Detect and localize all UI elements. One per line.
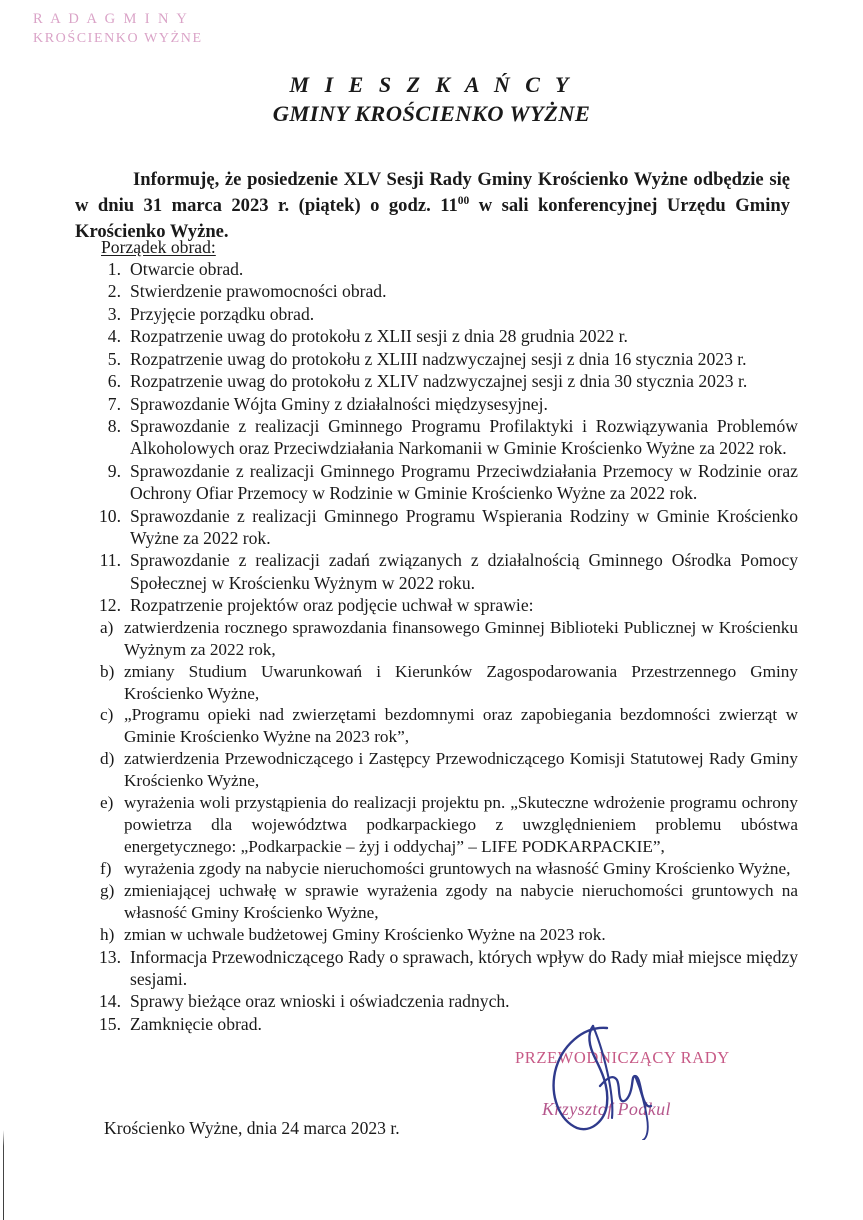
agenda-sub-item-text: wyrażenia zgody na nabycie nieruchomości gruntowych na własność Gminy Krościenko Wyżne, xyxy=(124,858,791,878)
agenda-item-text: Zamknięcie obrad. xyxy=(130,1013,262,1034)
agenda-sub-item-text: zmiany Studium Uwarunkowań i Kierunków Zagospodarowania Przestrzennego Gminy Krościenko Wyżne, xyxy=(124,661,798,703)
agenda-item xyxy=(98,415,798,460)
agenda-item xyxy=(98,258,798,280)
agenda-sub-item xyxy=(98,924,798,946)
agenda-item-number: 8. xyxy=(107,415,121,436)
agenda-item xyxy=(98,460,798,505)
agenda-item-number: 1. xyxy=(107,259,121,279)
agenda-item-number: 3. xyxy=(107,303,121,324)
agenda-item xyxy=(98,325,798,347)
agenda-item xyxy=(98,505,798,550)
agenda-item xyxy=(98,280,798,302)
agenda-item-number: 11. xyxy=(99,550,121,571)
agenda-item xyxy=(98,946,798,991)
agenda-item xyxy=(98,990,798,1012)
agenda-item-text: Sprawozdanie z realizacji Gminnego Programu Wspierania Rodziny w Gminie Krościenko Wyżne za 2022 rok. xyxy=(130,505,798,549)
agenda-sub-item xyxy=(98,661,798,705)
agenda-item-number: 6. xyxy=(107,371,121,392)
agenda-sub-item xyxy=(98,792,798,858)
agenda-item-text: Sprawozdanie Wójta Gminy z działalności międzysesyjnej. xyxy=(130,393,548,414)
agenda-item xyxy=(98,393,798,415)
intro-text-part1: Informuję, że posiedzenie XLV Sesji Rady Gminy Krościenko Wyżne odbędzie się w dniu 31 marca 2023 r. (piątek) o godz. 11 xyxy=(75,168,790,216)
agenda-item-number: 2. xyxy=(107,281,121,302)
agenda-sub-item-letter: h) xyxy=(100,924,115,944)
agenda-item-number: 15. xyxy=(99,1013,121,1034)
agenda-item-number: 10. xyxy=(99,505,121,526)
agenda-item-text: Rozpatrzenie uwag do protokołu z XLII sesji z dnia 28 grudnia 2022 r. xyxy=(130,326,628,347)
intro-paragraph xyxy=(75,167,790,246)
agenda-item xyxy=(98,370,798,392)
agenda-item-text: Stwierdzenie prawomocności obrad. xyxy=(130,281,387,302)
agenda-item-number: 13. xyxy=(99,946,121,967)
agenda-sub-item-letter: d) xyxy=(100,749,115,769)
agenda-sub-item-text: zmian w uchwale budżetowej Gminy Krościenko Wyżne na 2023 rok. xyxy=(124,924,606,944)
agenda-item-text: Sprawozdanie z realizacji zadań związanych z działalnością Gminnego Ośrodka Pomocy Społecznej w Krościenku Wyżnym w 2022 roku. xyxy=(130,550,798,593)
council-header-stamp xyxy=(33,10,203,47)
agenda-sub-item-text: wyrażenia woli przystąpienia do realizacji projektu pn. „Skuteczne wdrożenie programu ochrony powietrza dla województwa podkarpackiego z uwzględnieniem problemu ubóstwa energetycznego: „Podkarpackie – żyj i oddychaj” – LIFE PODKARPACKIE”, xyxy=(124,793,798,856)
handwritten-signature-icon xyxy=(495,1020,825,1140)
intro-text-part2: w sali konferencyjnej Urzędu Gminy Krościenko Wyżne. xyxy=(75,194,790,243)
agenda-sub-item-letter: e) xyxy=(100,793,114,813)
agenda-item-text: Rozpatrzenie uwag do protokołu z XLIII nadzwyczajnej sesji z dnia 16 stycznia 2023 r. xyxy=(130,348,747,369)
agenda-sub-item-letter: b) xyxy=(100,661,115,681)
agenda-item-text: Sprawy bieżące oraz wnioski i oświadczenia radnych. xyxy=(130,991,510,1012)
agenda-sub-item-text: zatwierdzenia Przewodniczącego i Zastępcy Przewodniczącego Komisji Statutowej Rady Gminy Krościenko Wyżne, xyxy=(124,749,798,791)
agenda-item-text: Rozpatrzenie projektów oraz podjęcie uchwał w sprawie: xyxy=(130,595,534,616)
agenda-item-number: 9. xyxy=(107,460,121,481)
agenda-item-number: 5. xyxy=(107,348,121,369)
agenda-item-text: Przyjęcie porządku obrad. xyxy=(130,303,315,324)
header-stamp-line2: KROŚCIENKO WYŻNE xyxy=(33,30,203,46)
agenda-sub-item-letter: f) xyxy=(100,858,112,878)
agenda-sub-item-text: „Programu opieki nad zwierzętami bezdomnymi oraz zapobiegania bezdomności zwierząt w Gminie Krościenko Wyżne na 2023 rok”, xyxy=(124,705,798,747)
signature-stamp-title: PRZEWODNICZĄCY RADY xyxy=(515,1048,730,1067)
agenda-item-number: 14. xyxy=(99,991,121,1012)
agenda-item-number: 7. xyxy=(107,393,121,414)
agenda-item-text: Sprawozdanie z realizacji Gminnego Programu Profilaktyki i Rozwiązywania Problemów Alkoholowych oraz Przeciwdziałania Narkomanii w Gminie Krościenko Wyżne za 2022 rok. xyxy=(130,415,798,459)
agenda-item xyxy=(98,549,798,594)
agenda-sub-item xyxy=(98,704,798,748)
signature-block xyxy=(495,1020,825,1140)
agenda-item-number: 12. xyxy=(99,595,121,616)
agenda-item xyxy=(98,303,798,325)
agenda-heading: Porządek obrad: xyxy=(101,237,216,257)
agenda-sub-item-letter: c) xyxy=(100,705,114,725)
agenda-sub-item xyxy=(98,880,798,924)
document-title xyxy=(0,72,863,128)
agenda-sub-item xyxy=(98,858,798,880)
agenda-item-number: 4. xyxy=(107,326,121,347)
agenda-sub-item xyxy=(98,617,798,661)
agenda-sub-item-text: zatwierdzenia rocznego sprawozdania finansowego Gminnej Biblioteki Publicznej w Krościenku Wyżnym za 2022 rok, xyxy=(124,617,798,659)
agenda-item-text: Sprawozdanie z realizacji Gminnego Programu Przeciwdziałania Przemocy w Rodzinie oraz Ochrony Ofiar Przemocy w Rodzinie w Gminie Krościenko Wyżne za 2022 rok. xyxy=(130,460,798,504)
signature-stamp-name: Krzysztof Podkul xyxy=(542,1099,671,1119)
header-stamp-line1: R A D A G M I N Y xyxy=(33,11,190,27)
agenda-sub-item-text: zmieniającej uchwałę w sprawie wyrażenia zgody na nabycie nieruchomości gruntowych na własność Gminy Krościenko Wyżne, xyxy=(124,880,798,922)
agenda-item-text: Informacja Przewodniczącego Rady o sprawach, których wpływ do Rady miał miejsce między sesjami. xyxy=(130,946,798,989)
agenda-item xyxy=(98,348,798,370)
agenda-sub-list xyxy=(98,617,798,946)
title-line-2: GMINY KROŚCIENKO WYŻNE xyxy=(272,101,591,127)
agenda-sub-item-letter: g) xyxy=(100,880,115,900)
title-line-1: M I E S Z K A Ń C Y xyxy=(289,72,574,97)
footer-date: Krościenko Wyżne, dnia 24 marca 2023 r. xyxy=(104,1118,400,1138)
agenda-item-text: Rozpatrzenie uwag do protokołu z XLIV nadzwyczajnej sesji z dnia 30 stycznia 2023 r. xyxy=(130,371,748,392)
agenda-sub-item xyxy=(98,748,798,792)
agenda-sub-item-letter: a) xyxy=(100,617,114,637)
scan-artifact-line xyxy=(3,1130,4,1220)
agenda-item xyxy=(98,594,798,616)
agenda-item-text: Otwarcie obrad. xyxy=(130,259,244,279)
intro-time-superscript: 00 xyxy=(457,194,470,207)
agenda-list xyxy=(98,258,798,1035)
